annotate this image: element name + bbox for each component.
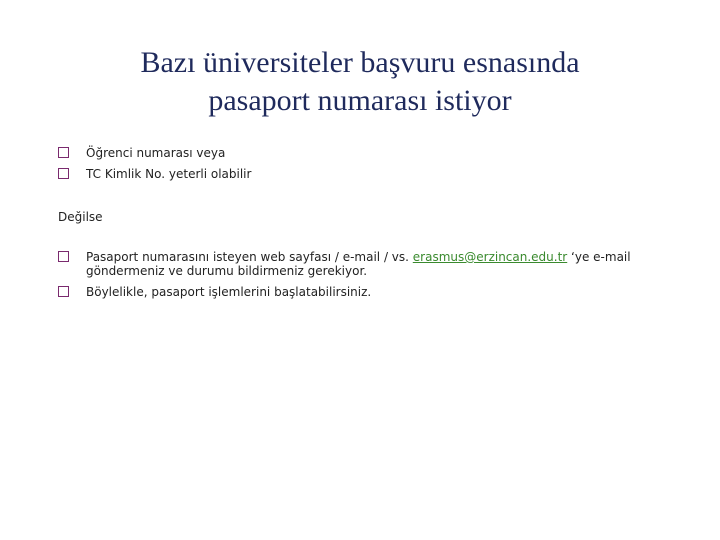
- hollow-square-icon: [58, 251, 69, 262]
- hollow-square-icon: [58, 286, 69, 297]
- otherwise-label: Değilse: [58, 210, 103, 224]
- list-item: [58, 250, 658, 278]
- list-item-text: Öğrenci numarası veya: [86, 146, 226, 160]
- list-item: [58, 167, 658, 181]
- list-item-text: TC Kimlik No. yeterli olabilir: [86, 167, 252, 181]
- hollow-square-icon: [58, 168, 69, 179]
- list-item: [58, 146, 658, 160]
- instructions-list: [58, 250, 658, 306]
- hollow-square-icon: [58, 147, 69, 158]
- email-link[interactable]: erasmus@erzincan.edu.tr: [412, 250, 568, 264]
- title-line-2: pasaport numarası istiyor: [208, 84, 512, 117]
- list-item-text-tail: ‘ye e-mail göndermeniz ve durumu bildirmeniz gerekiyor.: [86, 250, 631, 278]
- list-item: [58, 285, 658, 299]
- id-options-list: [58, 146, 658, 188]
- list-item-text: Pasaport numarasını isteyen web sayfası / e-mail / vs.: [86, 250, 413, 264]
- list-item-text: Böylelikle, pasaport işlemlerini başlatabilirsiniz.: [86, 285, 372, 299]
- slide-title: [60, 44, 660, 120]
- title-line-1: Bazı üniversiteler başvuru esnasında: [140, 46, 580, 79]
